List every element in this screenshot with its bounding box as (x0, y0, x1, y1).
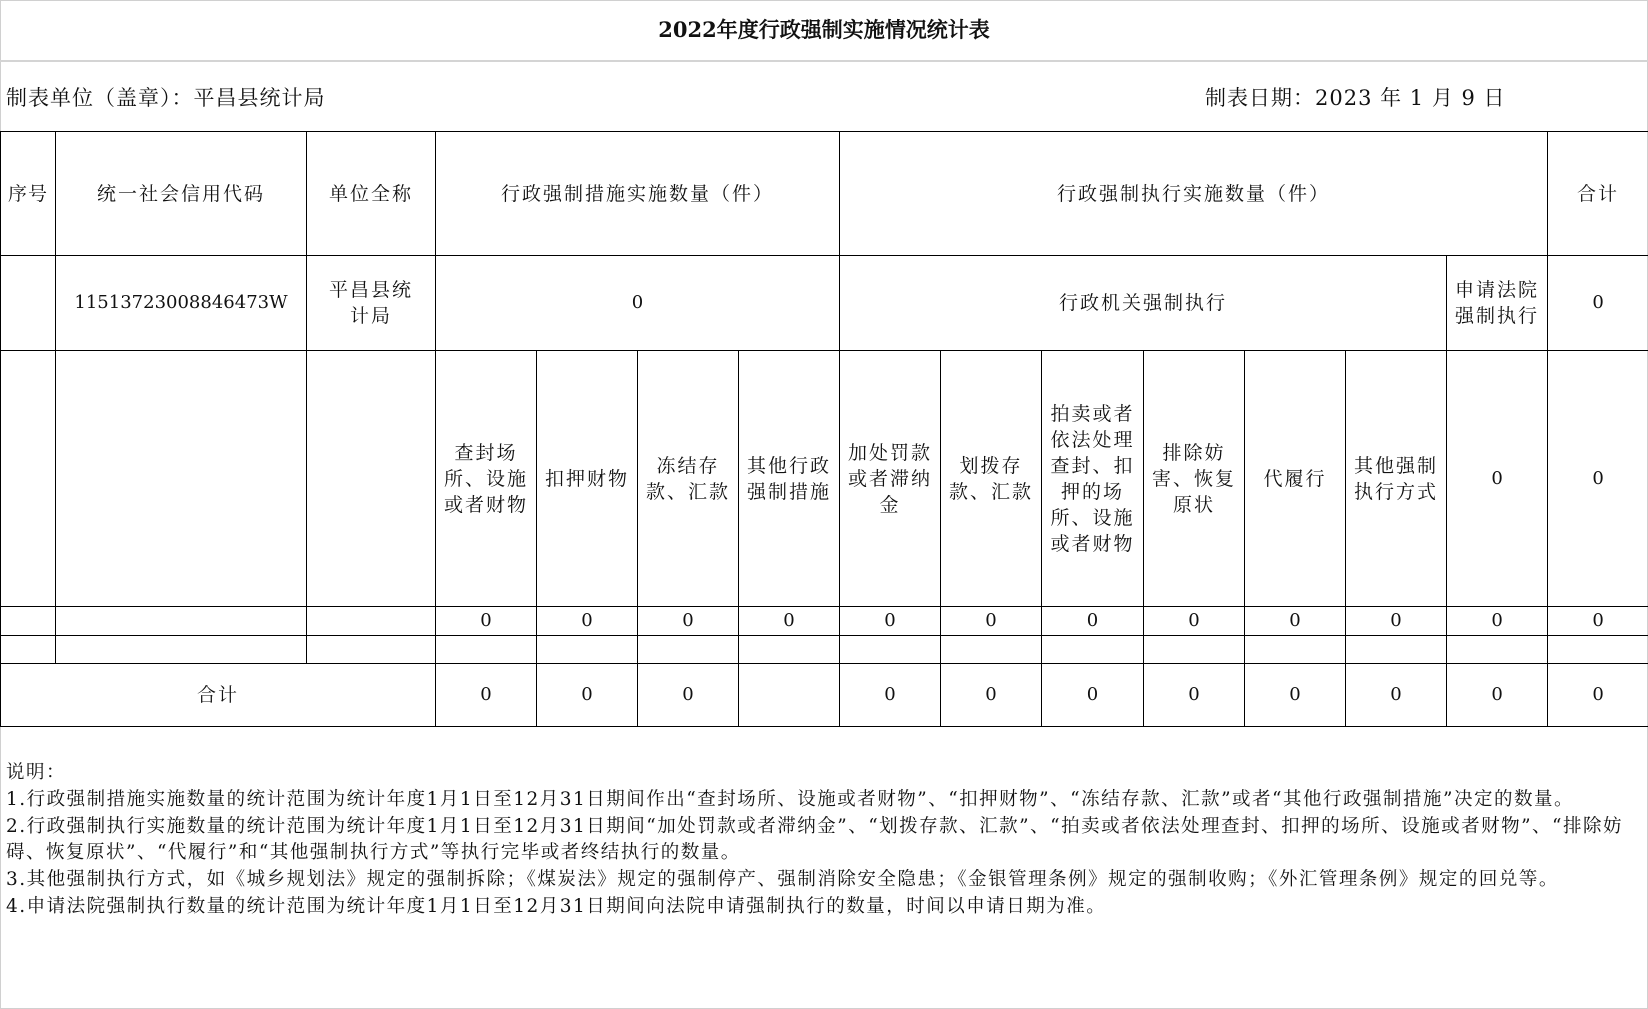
value-cell: 0 (1144, 607, 1245, 636)
page-title: 2022年度行政强制实施情况统计表 (0, 0, 1648, 62)
total-cell: 0 (1548, 256, 1648, 351)
value-cell: 0 (1245, 607, 1346, 636)
empty-cell (307, 351, 436, 607)
subheader-cell: 划拨存款、汇款 (941, 351, 1042, 607)
subheader-cell: 冻结存款、汇款 (638, 351, 739, 607)
value-cell: 0 (1447, 607, 1548, 636)
note-item: 3.其他强制执行方式，如《城乡规划法》规定的强制拆除；《煤炭法》规定的强制停产、强制消除安全隐患；《金银管理条例》规定的强制收购；《外汇管理条例》规定的回兑等。 (6, 869, 1559, 891)
note-item: 4.申请法院强制执行数量的统计范围为统计年度1月1日至12月31日期间向法院申请强制执行的数量，时间以申请日期为准。 (6, 895, 1107, 917)
header-execution: 行政强制执行实施数量（件） (840, 132, 1548, 256)
statistics-table (0, 131, 1648, 727)
value-cell: 0 (941, 607, 1042, 636)
value-cell: 0 (436, 607, 537, 636)
total-value: 0 (941, 664, 1042, 727)
reporting-unit: 制表单位（盖章）：平昌县统计局 (6, 86, 326, 110)
empty-cell (307, 607, 436, 636)
subheader-cell: 加处罚款或者滞纳金 (840, 351, 941, 607)
header-name: 单位全称 (307, 132, 436, 256)
subheader-cell: 查封场所、设施或者财物 (436, 351, 537, 607)
total-value: 0 (1346, 664, 1447, 727)
total-row (1, 664, 1648, 727)
total-value: 0 (537, 664, 638, 727)
empty-cell (56, 351, 307, 607)
subheader-cell: 其他强制执行方式 (1346, 351, 1447, 607)
total-value: 0 (638, 664, 739, 727)
empty-cell (56, 607, 307, 636)
empty-cell (1, 351, 56, 607)
report-date: 制表日期：2023 年 1 月 9 日 (1205, 86, 1506, 110)
value-cell: 0 (1548, 607, 1648, 636)
note-item: 2.行政强制执行实施数量的统计范围为统计年度1月1日至12月31日期间“加处罚款或者滞纳金”、“划拨存款、汇款”、“拍卖或者依法处理查封、扣押的场所、设施或者财物”、“排除妨碍、恢复原状”、“代履行”和“其他强制执行方式”等执行完毕或者终结执行的数量。 (6, 815, 1623, 864)
total-value: 0 (1042, 664, 1144, 727)
empty-row (1, 636, 1648, 664)
total-value: 0 (1548, 664, 1648, 727)
header-seq: 序号 (1, 132, 56, 256)
court-exec-header: 申请法院强制执行 (1447, 256, 1548, 351)
table-row (1, 607, 1648, 636)
measures-value-cell: 0 (436, 256, 840, 351)
subheader-cell: 拍卖或者依法处理查封、扣押的场所、设施或者财物 (1042, 351, 1144, 607)
total-value (739, 664, 840, 727)
value-cell: 0 (1346, 607, 1447, 636)
notes (6, 760, 1642, 921)
value-cell: 0 (1042, 607, 1144, 636)
seq-cell (1, 256, 56, 351)
notes-heading: 说明： (6, 762, 67, 783)
total-value: 0 (436, 664, 537, 727)
agency-exec-header: 行政机关强制执行 (840, 256, 1447, 351)
empty-cell (1, 607, 56, 636)
total-value: 0 (1447, 664, 1548, 727)
subheader-cell: 排除妨害、恢复原状 (1144, 351, 1245, 607)
value-cell: 0 (537, 607, 638, 636)
total-label: 合计 (1, 664, 436, 727)
credit-code-cell: 11513723008846473W (56, 256, 307, 351)
subheader-cell: 其他行政强制措施 (739, 351, 840, 607)
total-value: 0 (840, 664, 941, 727)
subheader-row (1, 351, 1648, 607)
total-value: 0 (1245, 664, 1346, 727)
value-cell: 0 (840, 607, 941, 636)
table-row (1, 256, 1648, 351)
header-row (1, 132, 1648, 256)
unit-name-cell: 平昌县统计局 (307, 256, 436, 351)
value-cell: 0 (739, 607, 840, 636)
subheader-cell: 代履行 (1245, 351, 1346, 607)
note-item: 1.行政强制措施实施数量的统计范围为统计年度1月1日至12月31日期间作出“查封场所、设施或者财物”、“扣押财物”、“冻结存款、汇款”或者“其他行政强制措施”决定的数量。 (6, 788, 1574, 810)
header-measures: 行政强制措施实施数量（件） (436, 132, 840, 256)
total-value: 0 (1144, 664, 1245, 727)
header-code: 统一社会信用代码 (56, 132, 307, 256)
header-total: 合计 (1548, 132, 1648, 256)
subheader-cell: 扣押财物 (537, 351, 638, 607)
value-cell: 0 (1447, 351, 1548, 607)
value-cell: 0 (638, 607, 739, 636)
value-cell: 0 (1548, 351, 1648, 607)
